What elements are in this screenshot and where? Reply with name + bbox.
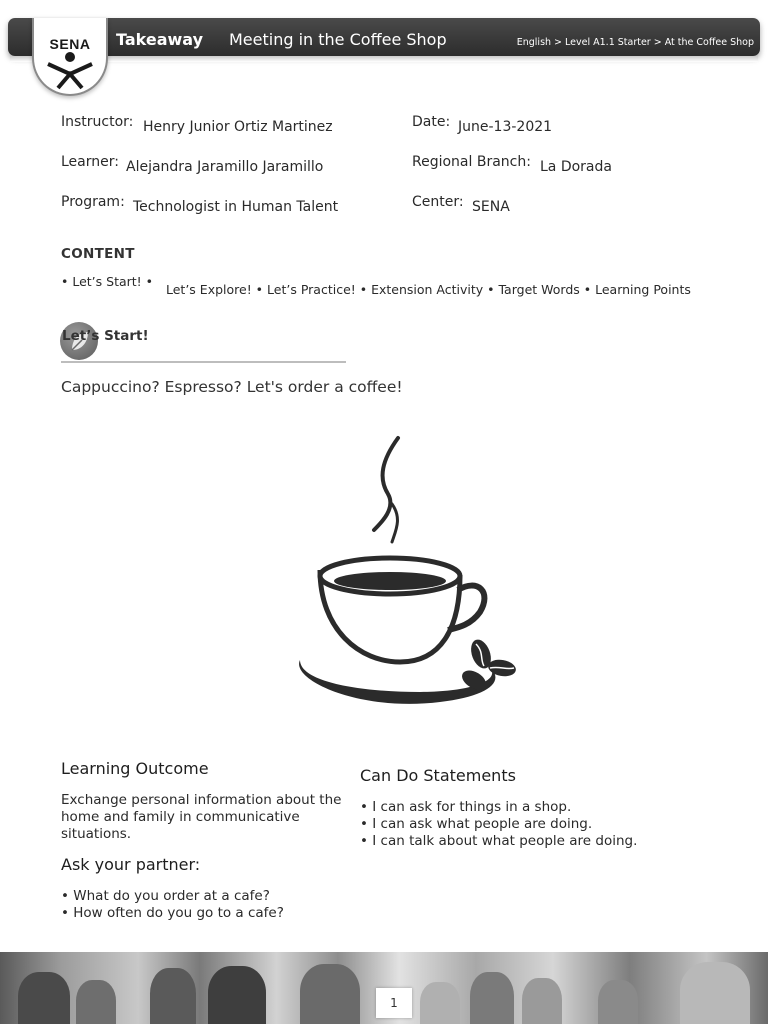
content-heading: CONTENT [61, 246, 135, 262]
center-value: SENA [472, 199, 510, 215]
date-value: June-13-2021 [458, 119, 553, 135]
person-silhouette [522, 978, 562, 1024]
person-silhouette [300, 964, 360, 1024]
content-item-lets-start[interactable]: • Let’s Start! • [61, 274, 154, 289]
program-label: Program: [61, 194, 125, 210]
learning-outcome-text: Exchange personal information about the home and family in communicative situations. [61, 792, 342, 842]
program-value: Technologist in Human Talent [133, 199, 339, 215]
learner-label: Learner: [61, 154, 119, 170]
header-subtitle: Meeting in the Coffee Shop [229, 30, 447, 49]
person-silhouette [18, 972, 70, 1024]
date-label: Date: [412, 114, 451, 130]
can-do-heading: Can Do Statements [360, 766, 516, 785]
section-title: Let’s Start! [62, 328, 149, 344]
instructor-value: Henry Junior Ortiz Martinez [143, 119, 333, 135]
person-silhouette [680, 962, 750, 1024]
list-item: • I can talk about what people are doing. [360, 833, 637, 850]
ask-partner-list [61, 888, 284, 922]
section-divider [61, 361, 346, 363]
person-silhouette [420, 982, 460, 1024]
list-item: • What do you order at a cafe? [61, 888, 284, 905]
center-label: Center: [412, 194, 464, 210]
instructor-label: Instructor: [61, 114, 134, 130]
learner-value: Alejandra Jaramillo Jaramillo [126, 159, 324, 175]
coffee-cup-icon [270, 430, 520, 715]
person-silhouette [76, 980, 116, 1024]
person-silhouette [208, 966, 266, 1024]
logo-badge [32, 18, 108, 96]
page-number: 1 [390, 996, 398, 1010]
ask-partner-heading: Ask your partner: [61, 855, 201, 874]
sena-logo-icon [44, 50, 96, 90]
header-shadow [10, 56, 758, 62]
branch-label: Regional Branch: [412, 154, 531, 170]
logo-text: SENA [49, 36, 91, 52]
header-title: Takeaway [116, 30, 204, 49]
can-do-list [360, 799, 637, 850]
list-item: • I can ask what people are doing. [360, 816, 637, 833]
person-silhouette [470, 972, 514, 1024]
learning-outcome-heading: Learning Outcome [61, 759, 209, 778]
intro-text: Cappuccino? Espresso? Let's order a coffee! [61, 378, 403, 396]
list-item: • How often do you go to a cafe? [61, 905, 284, 922]
list-item: • I can ask for things in a shop. [360, 799, 637, 816]
person-silhouette [598, 980, 638, 1024]
breadcrumb[interactable]: English > Level A1.1 Starter > At the Coffee Shop [516, 37, 754, 48]
content-items[interactable]: Let’s Explore! • Let’s Practice! • Extension Activity • Target Words • Learning Points [166, 282, 691, 297]
person-silhouette [150, 968, 196, 1024]
branch-value: La Dorada [540, 159, 612, 175]
